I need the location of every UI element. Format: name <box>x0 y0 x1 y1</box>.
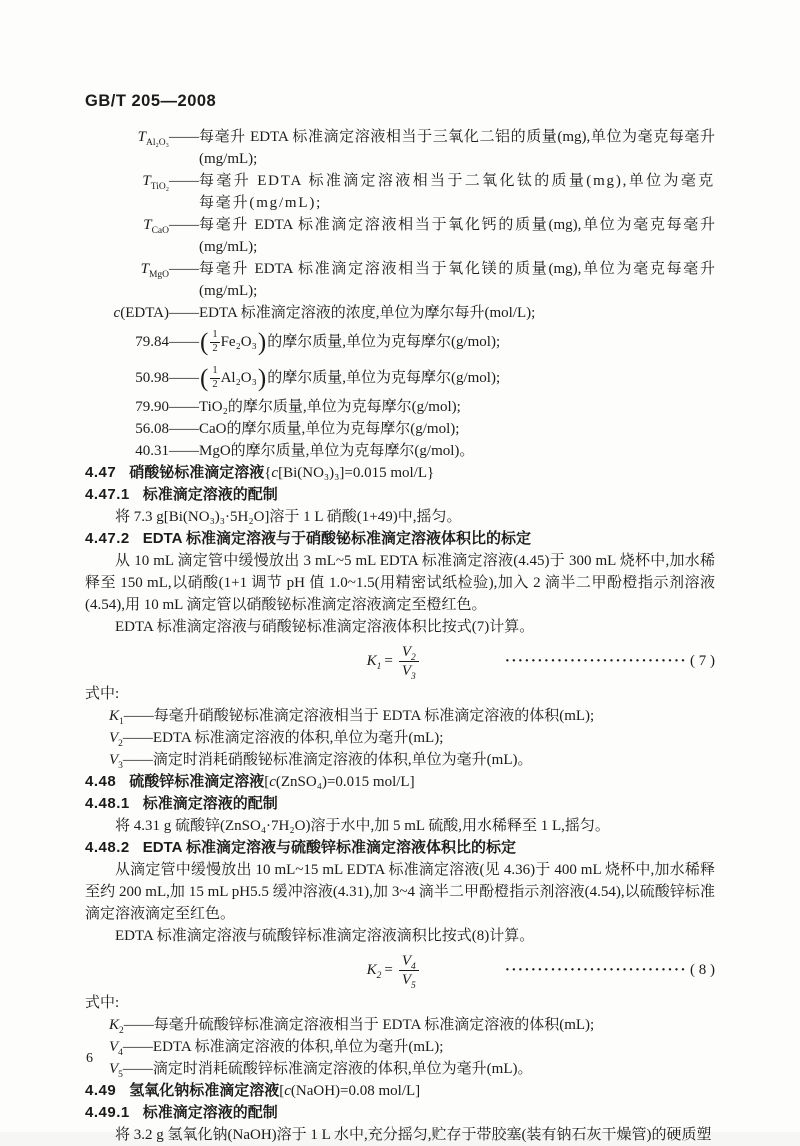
formula-lhs <box>367 959 382 981</box>
section-number: 4.49.1 <box>85 1104 130 1121</box>
page-number: 6 <box>86 1051 93 1066</box>
molar-value: 56.08 <box>135 421 169 437</box>
definition-term <box>85 214 169 258</box>
section-title: 标准滴定溶液的配制 <box>142 1104 278 1121</box>
section-heading-4-49-1 <box>85 1102 715 1124</box>
chemical-formula: Al₂O₃ <box>220 370 257 386</box>
molar-value: 50.98 <box>135 370 169 386</box>
formula-var-sub: 4 <box>411 961 416 972</box>
spec-var: c <box>284 1083 291 1099</box>
section-spec <box>279 1083 420 1099</box>
explain-dash: —— <box>122 752 153 768</box>
close-paren: ) <box>257 364 267 392</box>
explain-dash: —— <box>122 1061 153 1077</box>
formula-row-7 <box>85 641 715 681</box>
explain-row <box>85 1036 715 1058</box>
spec-var: c <box>271 465 279 481</box>
chemical-formula: MgO <box>199 443 231 459</box>
molar-dash: —— <box>169 399 199 415</box>
molar-value: 79.84 <box>135 334 169 350</box>
paragraph: 从滴定管中缓慢放出 10 mL~15 mL EDTA 标准滴定溶液(见 4.36)于 400 mL 烧杯中,加水稀释至约 200 mL,加 15 mL pH5.5 缓冲溶液(4.31),加 3~4 滴半二甲酚橙指示剂溶液(4.54),以硫酸锌标准滴定溶液滴定至红色。 <box>85 862 715 922</box>
explain-var-sub: 2 <box>118 739 123 749</box>
explain-var: V <box>109 730 119 746</box>
term-var: c <box>113 305 121 321</box>
section-title: 标准滴定溶液的配制 <box>142 795 278 812</box>
formula-var: K <box>366 962 377 978</box>
section-title: 硝酸铋标准滴定溶液 <box>129 464 265 481</box>
explain-var: K <box>109 1017 120 1033</box>
chemical-formula: CaO <box>199 421 227 437</box>
explain-row <box>85 1014 715 1036</box>
explain-var-sub: 4 <box>118 1048 123 1058</box>
equation-number: ( 7 ) <box>690 653 715 669</box>
molar-value: 40.31 <box>135 443 169 459</box>
explain-text: 每毫升硝酸铋标准滴定溶液相当于 EDTA 标准滴定溶液的体积(mL); <box>153 708 595 724</box>
fraction-denominator: 2 <box>212 378 218 390</box>
explain-dash: —— <box>122 1039 153 1055</box>
definition-term <box>85 302 169 324</box>
molar-dash: —— <box>169 334 199 350</box>
paragraph: 从 10 mL 滴定管中缓慢放出 3 mL~5 mL EDTA 标准滴定溶液(4.45)于 300 mL 烧杯中,加水稀释至 150 mL,以硝酸(1+1 调节 pH 值 1.0~1.5(用精密试纸检验),加入 2 滴半二甲酚橙指示剂溶液(4.54),用 10 mL 滴定管以硝酸铋标准滴定溶液滴定至橙红色。 <box>85 553 715 613</box>
equation-number: ( 8 ) <box>690 962 715 978</box>
fraction-numerator: 1 <box>210 329 219 342</box>
paragraph: EDTA 标准滴定溶液与硝酸铋标准滴定溶液体积比按式(7)计算。 <box>115 619 535 635</box>
spec-rest: (NaOH)=0.08 mol/L] <box>290 1083 421 1099</box>
formula-k2 <box>367 952 419 989</box>
fraction-numerator <box>399 952 419 971</box>
explain-dash: —— <box>122 730 153 746</box>
formula-row-8 <box>85 950 715 990</box>
formula-var: V <box>401 662 412 679</box>
definition-row <box>85 258 715 302</box>
fraction-numerator: 1 <box>210 365 219 378</box>
section-spec <box>264 774 414 790</box>
section-number: 4.47.1 <box>85 486 130 503</box>
equals-sign: = <box>384 962 393 978</box>
paragraph: 将 3.2 g 氢氧化钠(NaOH)溶于 1 L 水中,充分摇匀,贮存于带胶塞(装有钠石灰干燥管)的硬质塑 <box>115 1127 712 1143</box>
fraction-denominator <box>399 971 419 989</box>
definition-dash: —— <box>169 129 199 145</box>
explain-label: 式中: <box>85 995 120 1011</box>
term-var: T <box>142 173 151 189</box>
explain-dash: —— <box>123 708 154 724</box>
definition-dash: —— <box>169 261 199 277</box>
term-var: T <box>137 129 146 145</box>
formula-var: V <box>401 952 412 969</box>
molar-dash: —— <box>169 421 199 437</box>
section-number: 4.48.1 <box>85 795 130 812</box>
spec-var: c <box>269 774 276 790</box>
definition-text: 每毫升 EDTA 标准滴定溶液相当于二氧化钛的质量(mg),单位为毫克每毫升(mg/mL); <box>199 173 715 211</box>
term-sub: MgO <box>148 270 169 280</box>
section-heading-4-48 <box>85 771 715 793</box>
molar-text: 的摩尔质量,单位为克每摩尔(g/mol); <box>227 399 461 415</box>
fraction-denominator <box>399 662 419 680</box>
definition-dash: —— <box>169 217 199 233</box>
definition-list <box>85 126 715 324</box>
definition-row <box>85 302 715 324</box>
section-heading-4-47 <box>85 462 715 484</box>
fraction-numerator <box>399 643 419 662</box>
close-paren: ) <box>257 328 267 356</box>
molar-text: 的摩尔质量,单位为克每摩尔(g/mol); <box>267 370 501 386</box>
explain-row <box>85 705 715 727</box>
definition-term <box>85 126 169 170</box>
explain-text: 滴定时消耗硫酸锌标准滴定溶液的体积,单位为毫升(mL)。 <box>152 1061 533 1077</box>
paragraph: 将 7.3 g[Bi(NO₃)₃·5H₂O]溶于 1 L 硝酸(1+49)中,摇匀。 <box>115 509 462 525</box>
term-rest: (EDTA) <box>120 305 169 321</box>
formula-var-sub: 1 <box>376 662 382 672</box>
explain-var-sub: 2 <box>119 1026 124 1036</box>
term-var: T <box>140 261 149 277</box>
one-half-fraction <box>210 329 219 354</box>
spec-open: [ <box>279 1083 285 1099</box>
spec-open: { <box>264 465 272 481</box>
definition-dash: —— <box>169 173 199 189</box>
explain-var: V <box>109 1039 119 1055</box>
explain-var-sub: 5 <box>118 1070 123 1080</box>
molar-value: 79.90 <box>135 399 169 415</box>
definition-text: 每毫升 EDTA 标准滴定溶液相当于氧化钙的质量(mg),单位为毫克每毫升(mg/mL); <box>199 217 715 255</box>
definition-term <box>85 170 169 214</box>
section-heading-4-47-1 <box>85 484 715 506</box>
section-heading-4-48-2 <box>85 837 715 859</box>
section-number: 4.47 <box>85 464 117 481</box>
fraction-denominator: 2 <box>212 342 218 354</box>
formula-k1 <box>367 643 419 680</box>
explain-var: K <box>109 708 120 724</box>
explain-var: V <box>109 752 119 768</box>
explain-label: 式中: <box>85 686 120 702</box>
explain-text: EDTA 标准滴定溶液的体积,单位为毫升(mL); <box>152 730 444 746</box>
dot-leader: ···························· <box>504 653 687 669</box>
molar-row <box>85 396 715 418</box>
equals-sign: = <box>384 653 393 669</box>
section-heading-4-47-2 <box>85 528 715 550</box>
explain-var-sub: 3 <box>118 761 123 771</box>
molar-row <box>85 360 715 396</box>
explain-dash: —— <box>123 1017 154 1033</box>
formula-var-sub: 2 <box>411 652 416 663</box>
molar-dash: —— <box>169 443 199 459</box>
formula-var-sub: 5 <box>411 980 416 991</box>
section-number: 4.48 <box>85 773 117 790</box>
section-title: 氢氧化钠标准滴定溶液 <box>129 1082 280 1099</box>
formula-var-sub: 2 <box>376 971 382 981</box>
formula-var-sub: 3 <box>411 671 416 682</box>
explain-var-sub: 1 <box>119 717 124 727</box>
definition-text: EDTA 标准滴定溶液的浓度,单位为摩尔每升(mol/L); <box>199 305 536 321</box>
chemical-formula: Fe₂O₃ <box>220 334 257 350</box>
explain-text: 滴定时消耗硝酸铋标准滴定溶液的体积,单位为毫升(mL)。 <box>152 752 533 768</box>
term-var: T <box>143 217 152 233</box>
spec-open: [ <box>264 774 270 790</box>
definition-row <box>85 126 715 170</box>
explain-text: 每毫升硫酸锌标准滴定溶液相当于 EDTA 标准滴定溶液的体积(mL); <box>153 1017 595 1033</box>
explain-text: EDTA 标准滴定溶液的体积,单位为毫升(mL); <box>152 1039 444 1055</box>
section-title: 标准滴定溶液的配制 <box>142 486 278 503</box>
term-sub: CaO <box>151 226 169 236</box>
explain-row <box>85 749 715 771</box>
formula-var: V <box>401 643 412 660</box>
molar-row <box>85 324 715 360</box>
molar-text: 的摩尔质量,单位为克每摩尔(g/mol)。 <box>230 443 475 459</box>
formula-var: V <box>401 971 412 988</box>
doc-header: GB/T 205—2008 <box>85 92 217 110</box>
molar-text: 的摩尔质量,单位为克每摩尔(g/mol); <box>226 421 460 437</box>
definition-term <box>85 258 169 302</box>
explain-row <box>85 727 715 749</box>
formula-lhs <box>367 650 382 672</box>
explain-row <box>85 1058 715 1080</box>
open-paren: ( <box>200 364 209 392</box>
formula-var: K <box>366 653 377 669</box>
definition-row <box>85 170 715 214</box>
section-title: EDTA 标准滴定溶液与硫酸锌标准滴定溶液体积比的标定 <box>142 839 517 856</box>
spec-rest: [Bi(NO₃)₃]=0.015 mol/L} <box>278 465 435 481</box>
formula-fraction <box>399 643 419 680</box>
section-number: 4.48.2 <box>85 839 130 856</box>
section-title: 硫酸锌标准滴定溶液 <box>129 773 265 790</box>
definition-row <box>85 214 715 258</box>
definition-dash: —— <box>169 305 199 321</box>
one-half-fraction <box>210 365 219 390</box>
term-sub: TiO₂ <box>150 182 169 192</box>
section-spec <box>264 465 434 481</box>
molar-row <box>85 418 715 440</box>
paragraph: EDTA 标准滴定溶液与硫酸锌标准滴定溶液滴积比按式(8)计算。 <box>115 928 535 944</box>
dot-leader: ···························· <box>504 962 687 978</box>
definition-text: 每毫升 EDTA 标准滴定溶液相当于三氧化二铝的质量(mg),单位为毫克每毫升(mg/mL); <box>199 129 715 167</box>
molar-text: 的摩尔质量,单位为克每摩尔(g/mol); <box>267 334 501 350</box>
spec-rest: (ZnSO₄)=0.015 mol/L] <box>275 774 415 790</box>
formula-fraction <box>399 952 419 989</box>
section-heading-4-48-1 <box>85 793 715 815</box>
section-number: 4.49 <box>85 1082 117 1099</box>
open-paren: ( <box>200 328 209 356</box>
molar-mass-list <box>85 324 715 462</box>
section-title: EDTA 标准滴定溶液与于硝酸铋标准滴定溶液体积比的标定 <box>142 530 532 547</box>
paragraph: 将 4.31 g 硫酸锌(ZnSO₄·7H₂O)溶于水中,加 5 mL 硫酸,用水稀释至 1 L,摇匀。 <box>115 818 610 834</box>
molar-dash: —— <box>169 370 199 386</box>
molar-row <box>85 440 715 462</box>
explain-var: V <box>109 1061 119 1077</box>
section-number: 4.47.2 <box>85 530 130 547</box>
definition-text: 每毫升 EDTA 标准滴定溶液相当于氧化镁的质量(mg),单位为毫克每毫升(mg/mL); <box>199 261 715 299</box>
section-heading-4-49 <box>85 1080 715 1102</box>
chemical-formula: TiO₂ <box>199 399 228 415</box>
term-sub: Al₂O₃ <box>146 138 169 148</box>
